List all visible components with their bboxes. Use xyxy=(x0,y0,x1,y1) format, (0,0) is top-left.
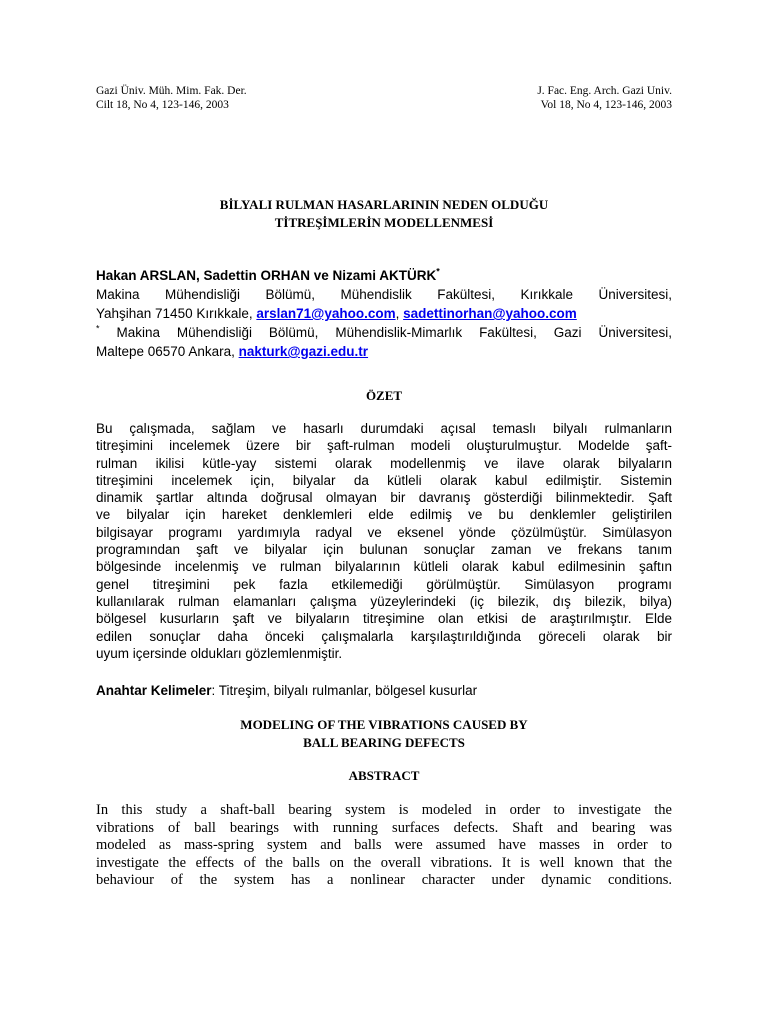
abstract-line: investigate the effects of the balls on the overall vibrations. It is well known that the xyxy=(96,854,672,871)
author-names xyxy=(96,266,672,285)
abstract-heading xyxy=(96,767,672,785)
title-en-line-2: BALL BEARING DEFECTS xyxy=(303,735,465,750)
affiliation-2-line-1 xyxy=(96,323,672,342)
author-names-text: Hakan ARSLAN, Sadettin ORHAN ve Nizami AKTÜRK xyxy=(96,268,437,283)
author-footnote-marker: * xyxy=(436,266,440,277)
ozet-line: uyum içersinde oldukları gözlemlenmiştir. xyxy=(96,645,343,661)
email-separator: , xyxy=(395,306,404,321)
ozet-line: rulman ikilisi kütle-yay sistemi olarak modellenmiş ve ilave olarak bilyaların xyxy=(96,455,672,471)
affiliation-1-line-2 xyxy=(96,304,672,323)
title-tr-line-1: BİLYALI RULMAN HASARLARININ NEDEN OLDUĞU xyxy=(219,197,549,212)
ozet-line: bölgesel kusurların şaft ve bilyaların titreşimine olan etkisi de araştırılmıştır. Elde xyxy=(96,611,672,627)
keywords-text: : Titreşim, bilyalı rulmanlar, bölgesel kusurlar xyxy=(211,683,478,698)
ozet-line: bilgisayar programı yardımıyla radyal ve eksenel yönde çözülmüştür. Simülasyon xyxy=(96,524,672,540)
title-tr-line-2: TİTREŞİMLERİN MODELLENMESİ xyxy=(274,215,494,230)
ozet-line: dinamik şartlar altında doğrusal olmayan bir davranış gösterdiği bilinmektedir. Şaft xyxy=(96,490,672,506)
ozet-line: programından şaft ve bilyalar için bulunan sonuçlar zaman ve frekans tanım xyxy=(96,542,672,558)
abstract-line: vibrations of ball bearings with running surfaces defects. Shaft and bearing was xyxy=(96,819,672,836)
affiliation-2-text: Makina Mühendisliği Bölümü, Mühendislik-Mimarlık Fakültesi, Gazi Üniversitesi, xyxy=(99,325,672,340)
ozet-line: genel titreşimini pek fazla etkilemediği görülmüştür. Simülasyon programı xyxy=(96,576,672,592)
ozet-line: ve bilyalar için hareket denklemleri elde edilmiş ve bu denklemler geliştirilen xyxy=(96,507,672,523)
journal-name-tr: Gazi Üniv. Müh. Mim. Fak. Der. xyxy=(96,85,247,97)
abstract-line: modeled as mass-spring system and balls were assumed have masses in order to xyxy=(96,837,672,854)
affiliation-2-footnote-marker: * xyxy=(96,323,100,334)
affiliation-1-address: Yahşihan 71450 Kırıkkale, xyxy=(96,306,257,321)
keywords-label: Anahtar Kelimeler xyxy=(96,683,212,698)
ozet-line: bölgesinde incelenmiş ve rulman bilyalarının kütleli olarak kabul edilmesinin şaftın xyxy=(96,559,672,575)
email-link-orhan[interactable]: sadettinorhan@yahoo.com xyxy=(403,306,577,321)
ozet-line: titreşimini incelemek üzere bir şaft-rulman modeli oluşturulmuştur. Modelde şaft- xyxy=(96,438,672,454)
abstract-heading-text: ABSTRACT xyxy=(348,768,420,783)
paper-title-english xyxy=(96,716,672,752)
journal-name-en: J. Fac. Eng. Arch. Gazi Univ. xyxy=(537,85,672,97)
journal-header-turkish xyxy=(96,84,247,112)
journal-header-english xyxy=(537,84,672,112)
paper-title-turkish xyxy=(96,196,672,232)
abstract-line: behaviour of the system has a nonlinear character under dynamic conditions. xyxy=(96,872,672,889)
journal-volume-tr: Cilt 18, No 4, 123-146, 2003 xyxy=(96,99,229,111)
ozet-line: edilen sonuçlar daha önceki çalışmalarla karşılaştırıldığında göreceli olarak bir xyxy=(96,628,672,644)
ozet-line: titreşimini incelemek için, bilyalar da kütleli olarak kabul edilmiştir. Sistemin xyxy=(96,472,672,488)
affiliation-2-address: Maltepe 06570 Ankara, xyxy=(96,344,239,359)
affiliation-1-line-1: Makina Mühendisliği Bölümü, Mühendislik Fakültesi, Kırıkkale Üniversitesi, xyxy=(96,287,672,302)
abstract-body xyxy=(96,802,672,890)
email-link-akturk[interactable]: nakturk@gazi.edu.tr xyxy=(238,344,369,359)
ozet-line: kullanılarak rulman elamanları çalışma yüzeylerindeki (iç bilezik, dış bilezik, bilya) xyxy=(96,593,672,609)
email-link-arslan[interactable]: arslan71@yahoo.com xyxy=(256,306,396,321)
journal-volume-en: Vol 18, No 4, 123-146, 2003 xyxy=(540,99,672,111)
title-en-line-1: MODELING OF THE VIBRATIONS CAUSED BY xyxy=(240,717,528,732)
ozet-heading xyxy=(96,387,672,405)
ozet-heading-text: ÖZET xyxy=(365,388,403,403)
keywords xyxy=(96,682,672,700)
ozet-line: Bu çalışmada, sağlam ve hasarlı durumdaki açısal temaslı bilyalı rulmanların xyxy=(96,421,672,436)
abstract-line: In this study a shaft-ball bearing system is modeled in order to investigate the xyxy=(96,802,672,818)
affiliation-2-line-2 xyxy=(96,342,672,361)
authors-block xyxy=(96,266,672,361)
ozet-body xyxy=(96,420,672,662)
